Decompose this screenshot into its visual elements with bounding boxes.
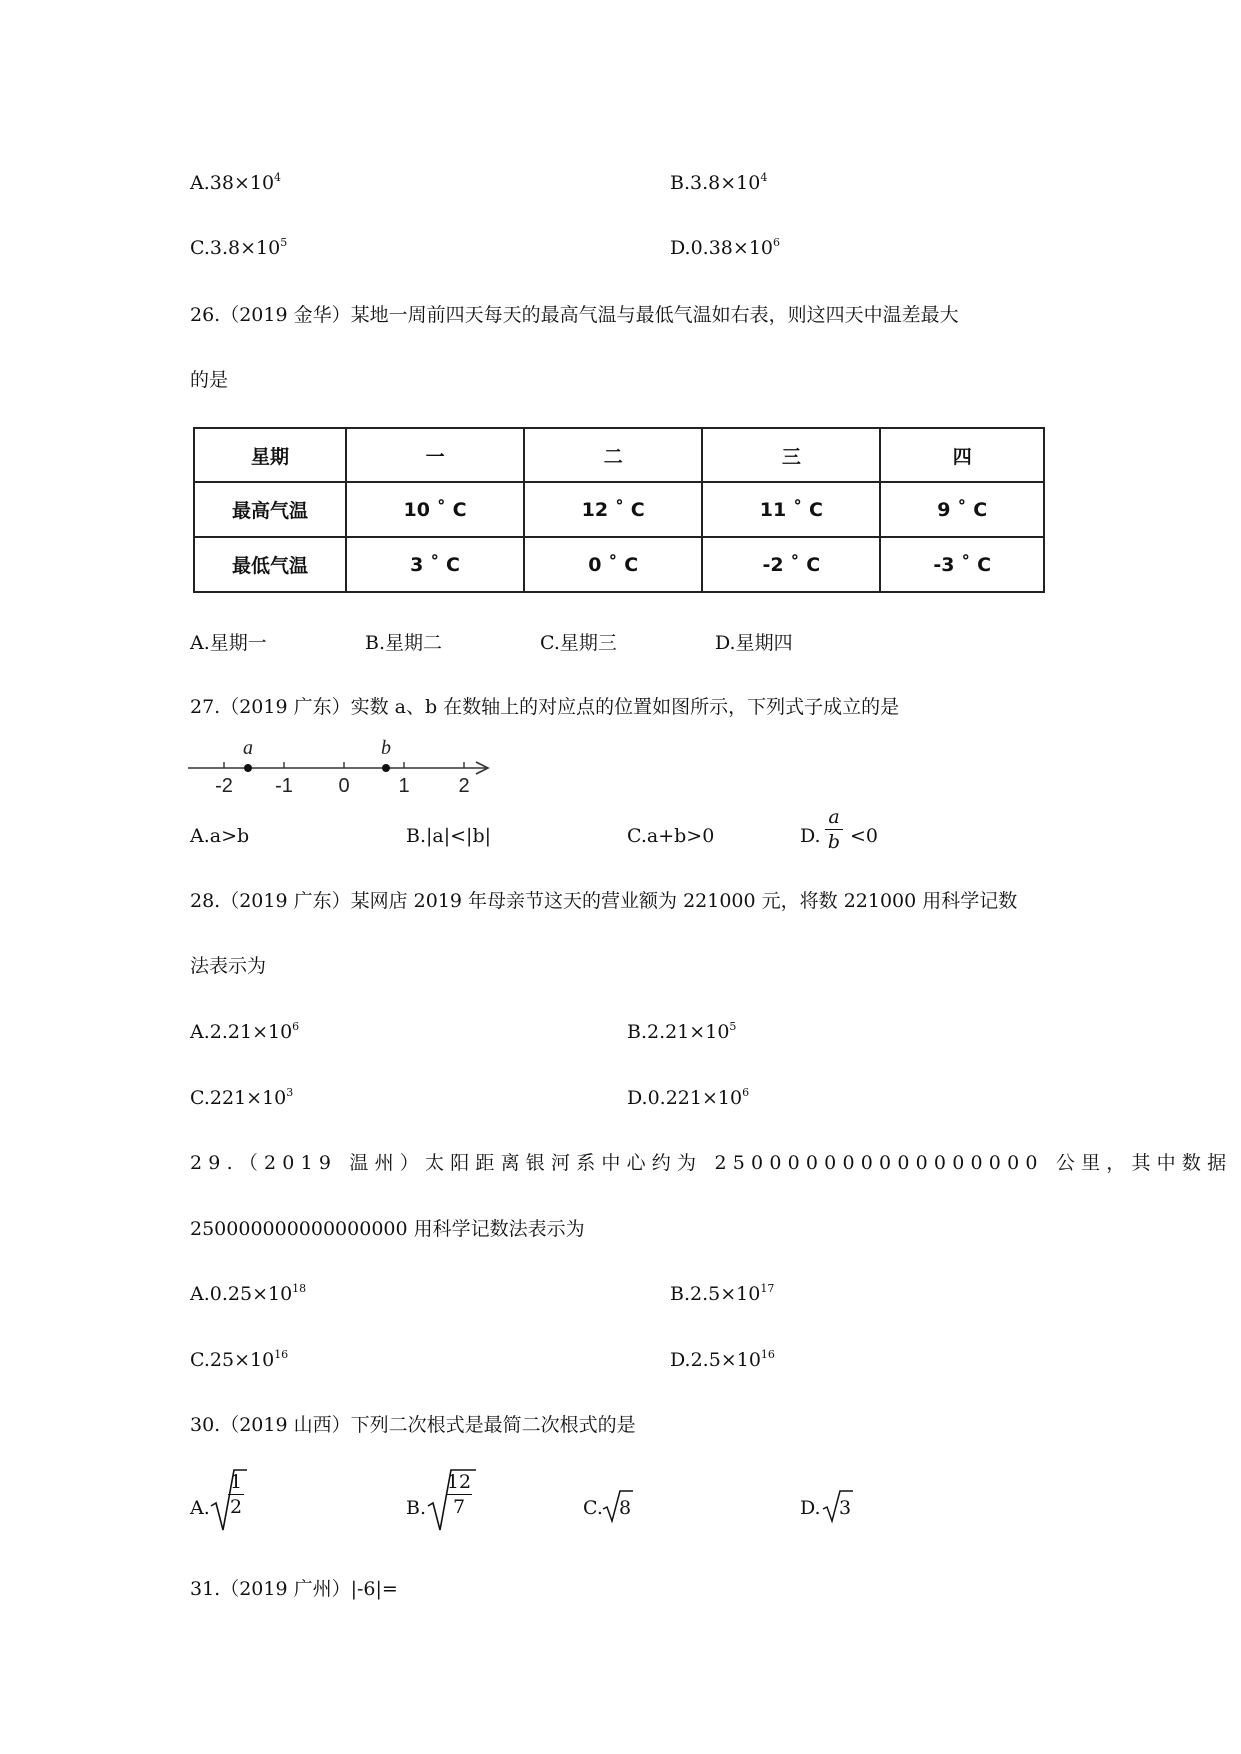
q26-stem-line2: 的是 <box>190 369 229 391</box>
q28-stem-line2: 法表示为 <box>190 955 267 977</box>
temperature-table <box>193 427 1045 593</box>
table-cell: -2 ˚ C <box>702 537 880 592</box>
q29-option-c: $C.25\times 10^{16}$ <box>190 1347 289 1371</box>
q30-option-c-prefix: C. <box>583 1497 603 1519</box>
q26-option-a: A.星期一 <box>190 632 267 654</box>
q28-stem-line1: 28.（2019 广东）某网店 2019 年母亲节这天的营业额为 221000 元，将数 221000 用科学记数 <box>190 890 1018 912</box>
q30-option-b-prefix: B. <box>406 1497 427 1519</box>
q29-option-d: $D.2.5\times 10^{16}$ <box>670 1347 775 1371</box>
q29-option-b: $B.2.5\times 10^{17}$ <box>670 1281 775 1305</box>
q27-stem: 27.（2019 广东）实数 a、b 在数轴上的对应点的位置如图所示，下列式子成立的是 <box>190 696 900 718</box>
table-cell: -3 ˚ C <box>880 537 1044 592</box>
q30-option-d-radicand: 3 <box>839 1497 852 1519</box>
table-cell: 最低气温 <box>194 537 346 592</box>
fraction-denominator: b <box>827 831 841 853</box>
table-row <box>194 537 1044 592</box>
q27-option-b: B.|a|<|b| <box>406 825 492 847</box>
table-cell: 一 <box>346 428 524 482</box>
q26-option-d: D.星期四 <box>715 632 793 654</box>
table-cell: 三 <box>702 428 880 482</box>
number-line-point-label: b <box>381 738 391 759</box>
number-line-point-a <box>244 764 252 772</box>
table-cell: 10 ˚ C <box>346 482 524 537</box>
q25-option-b: $B.3.8\times 10^4$ <box>670 170 768 194</box>
fraction-numerator: 12 <box>446 1471 472 1493</box>
number-line-figure <box>186 738 496 800</box>
q28-option-c: $C.221\times 10^3$ <box>190 1085 294 1109</box>
q27-option-c: C.a+b>0 <box>627 825 715 847</box>
fraction-numerator: 1 <box>229 1471 243 1493</box>
q26-option-b: B.星期二 <box>365 632 443 654</box>
number-line-tick-label: 1 <box>398 775 410 797</box>
q29-stem-line1: 29.（2019 温州）太阳距离银河系中心约为 250000000000000000 公里，其中数据 <box>190 1152 1233 1174</box>
q27-option-d-fraction <box>823 805 845 854</box>
fraction-denominator: 2 <box>229 1496 243 1518</box>
q25-option-c: $C.3.8\times 10^5$ <box>190 235 288 259</box>
q29-stem-line2: 250000000000000000 用科学记数法表示为 <box>190 1218 585 1240</box>
number-line-point-label: a <box>243 738 253 759</box>
q28-option-d: $D.0.221\times 10^6$ <box>627 1085 750 1109</box>
fraction-denominator: 7 <box>452 1496 466 1518</box>
number-line-tick-label: 2 <box>458 775 470 797</box>
q30-stem: 30.（2019 山西）下列二次根式是最简二次根式的是 <box>190 1414 636 1436</box>
q25-option-d: $D.0.38\times 10^6$ <box>670 235 780 259</box>
table-cell: 9 ˚ C <box>880 482 1044 537</box>
table-cell: 3 ˚ C <box>346 537 524 592</box>
number-line-tick-label: -2 <box>215 775 233 797</box>
q29-option-a: $A.0.25\times 10^{18}$ <box>190 1281 307 1305</box>
q25-option-a: $A.38\times 10^4$ <box>190 170 282 194</box>
fraction-numerator: a <box>828 806 840 828</box>
q28-option-b: $B.2.21\times 10^5$ <box>627 1019 737 1043</box>
q30-option-b-fraction <box>444 1470 474 1519</box>
q27-option-d-prefix: D. <box>800 825 821 847</box>
number-line-point-b <box>382 764 390 772</box>
q30-option-a-prefix: A. <box>190 1497 210 1519</box>
q30-option-d-prefix: D. <box>800 1497 821 1519</box>
q26-option-c: C.星期三 <box>540 632 617 654</box>
table-cell: 12 ˚ C <box>524 482 702 537</box>
q27-option-a: A.a>b <box>190 825 250 847</box>
q30-option-a-fraction <box>226 1470 246 1519</box>
table-cell: 四 <box>880 428 1044 482</box>
q27-option-d-suffix: <0 <box>850 825 879 847</box>
table-header-row <box>194 428 1044 482</box>
table-cell: 星期 <box>194 428 346 482</box>
q31-stem: 31.（2019 广州）|-6|= <box>190 1578 398 1600</box>
table-cell: 最高气温 <box>194 482 346 537</box>
number-line-tick-label: -1 <box>275 775 293 797</box>
q30-option-c-radicand: 8 <box>619 1497 632 1519</box>
number-line-tick-label: 0 <box>338 775 350 797</box>
table-row <box>194 482 1044 537</box>
table-cell: 0 ˚ C <box>524 537 702 592</box>
table-cell: 二 <box>524 428 702 482</box>
q26-stem-line1: 26.（2019 金华）某地一周前四天每天的最高气温与最低气温如右表，则这四天中温差最大 <box>190 304 959 326</box>
table-cell: 11 ˚ C <box>702 482 880 537</box>
q28-option-a: $A.2.21\times 10^6$ <box>190 1019 300 1043</box>
